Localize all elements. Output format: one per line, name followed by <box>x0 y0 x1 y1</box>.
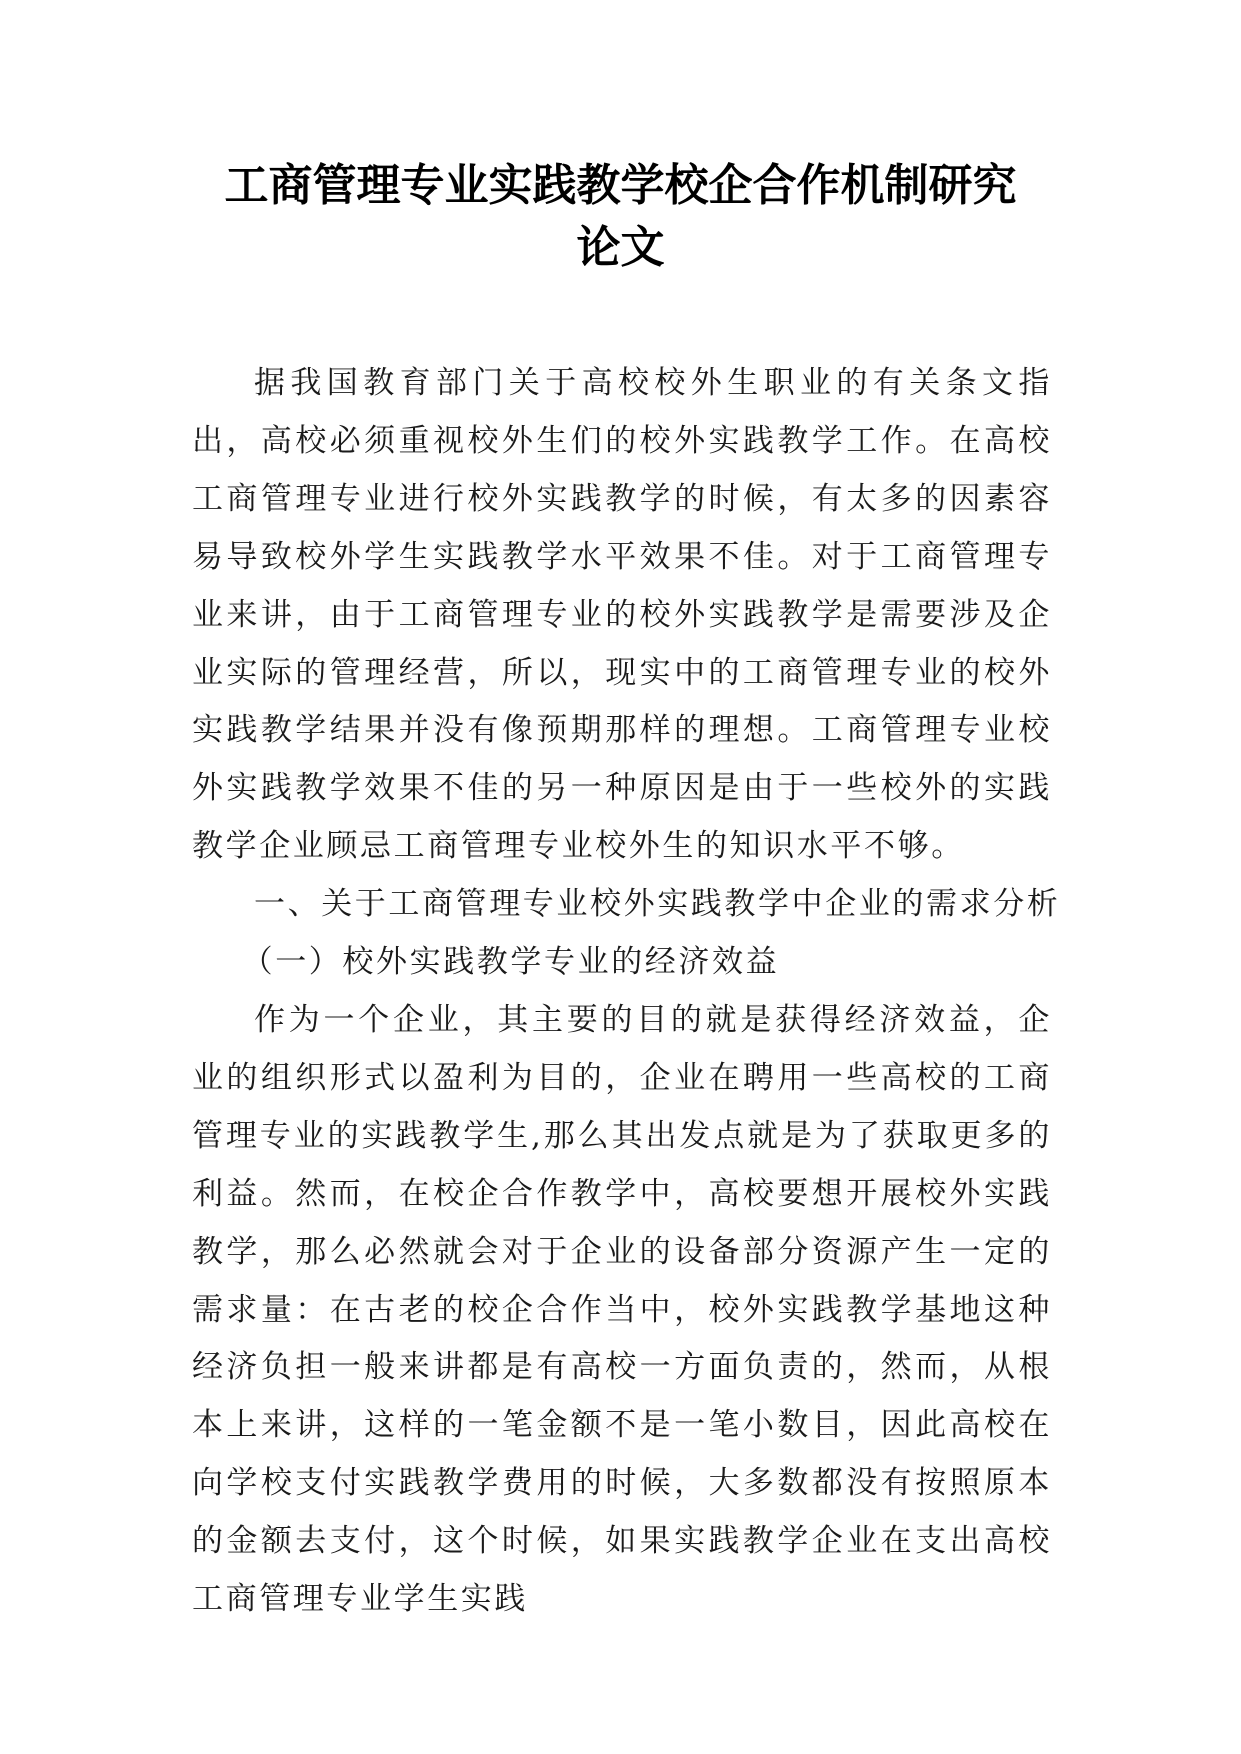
document-body <box>192 355 1061 1629</box>
section-heading-1: 一、关于工商管理专业校外实践教学中企业的需求分析 <box>254 886 1061 923</box>
document-title-line-1: 工商管理专业实践教学校企合作机制研究 <box>224 160 1017 211</box>
document-title-line-2: 论文 <box>576 222 665 273</box>
paragraph-intro: 据我国教育部门关于高校校外生职业的有关条文指出，高校必须重视校外生们的校外实践教学工作。在高校工商管理专业进行校外实践教学的时候，有太多的因素容易导致校外学生实践教学水平效果不佳。对于工商管理专业来讲，由于工商管理专业的校外实践教学是需要涉及企业实际的管理经营，所以，现实中的工商管理专业的校外实践教学结果并没有像预期那样的理想。工商管理专业校外实践教学效果不佳的另一种原因是由于一些校外的实践教学企业顾忌工商管理专业校外生的知识水平不够。 <box>192 365 1052 865</box>
paragraph-economic-benefit: 作为一个企业，其主要的目的就是获得经济效益，企业的组织形式以盈利为目的，企业在聘用一些高校的工商管理专业的实践教学生,那么其出发点就是为了获取更多的利益。然而，在校企合作教学中，高校要想开展校外实践教学，那么必然就会对于企业的设备部分资源产生一定的需求量：在古老的校企合作当中，校外实践教学基地这种经济负担一般来讲都是有高校一方面负责的，然而，从根本上来讲，这样的一笔金额不是一笔小数目，因此高校在向学校支付实践教学费用的时候，大多数都没有按照原本的金额去支付，这个时候，如果实践教学企业在支出高校工商管理专业学生实践 <box>192 1001 1052 1618</box>
subsection-heading-1: （一）校外实践教学专业的经济效益 <box>241 944 780 981</box>
